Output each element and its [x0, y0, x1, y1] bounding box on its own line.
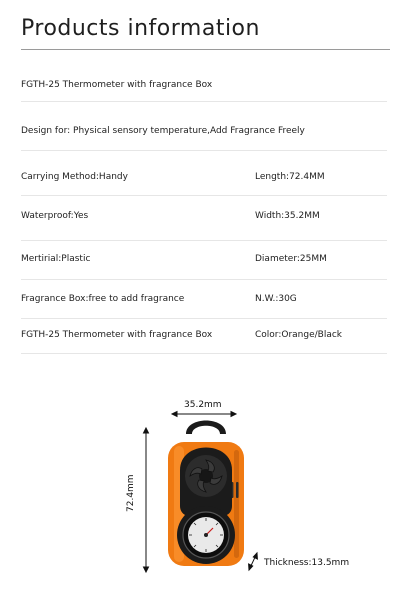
spec-right: Length:72.4MM: [255, 172, 325, 182]
spec-left: Mertirial:Plastic: [21, 254, 91, 264]
thermometer-dial: [183, 512, 229, 558]
spec-divider: [21, 279, 387, 280]
spec-divider: [21, 240, 387, 241]
spec-left: Fragrance Box:free to add fragrance: [21, 294, 185, 304]
product-illustration: [0, 390, 416, 590]
spec-right: Diameter:25MM: [255, 254, 327, 264]
spec-right: Width:35.2MM: [255, 211, 320, 221]
spec-left: Design for: Physical sensory temperature,Add Fragrance Freely: [21, 126, 305, 136]
spec-left: Waterproof:Yes: [21, 211, 89, 221]
fragrance-vent: [185, 455, 227, 497]
length-arrow: [144, 428, 149, 572]
spec-divider: [21, 318, 387, 319]
spec-right: Color:Orange/Black: [255, 330, 343, 340]
spec-left: FGTH-25 Thermometer with fragrance Box: [21, 330, 213, 340]
thickness-arrow: [249, 553, 258, 570]
spec-divider: [21, 150, 387, 151]
spec-divider: [21, 195, 387, 196]
width-arrow: [172, 412, 236, 417]
thermometer-drawing: [0, 390, 416, 590]
spec-left: Carrying Method:Handy: [21, 172, 128, 182]
spec-divider: [21, 353, 387, 354]
spec-right: N.W.:30G: [255, 294, 297, 304]
width-label: 35.2mm: [184, 400, 222, 410]
title-divider: [21, 49, 390, 50]
hanging-loop: [186, 421, 226, 435]
length-label: 72.4mm: [126, 474, 136, 512]
spec-left: FGTH-25 Thermometer with fragrance Box: [21, 80, 213, 90]
thickness-label: Thickness:13.5mm: [264, 558, 350, 568]
page-title: Products information: [21, 16, 260, 41]
spec-divider: [21, 101, 387, 102]
